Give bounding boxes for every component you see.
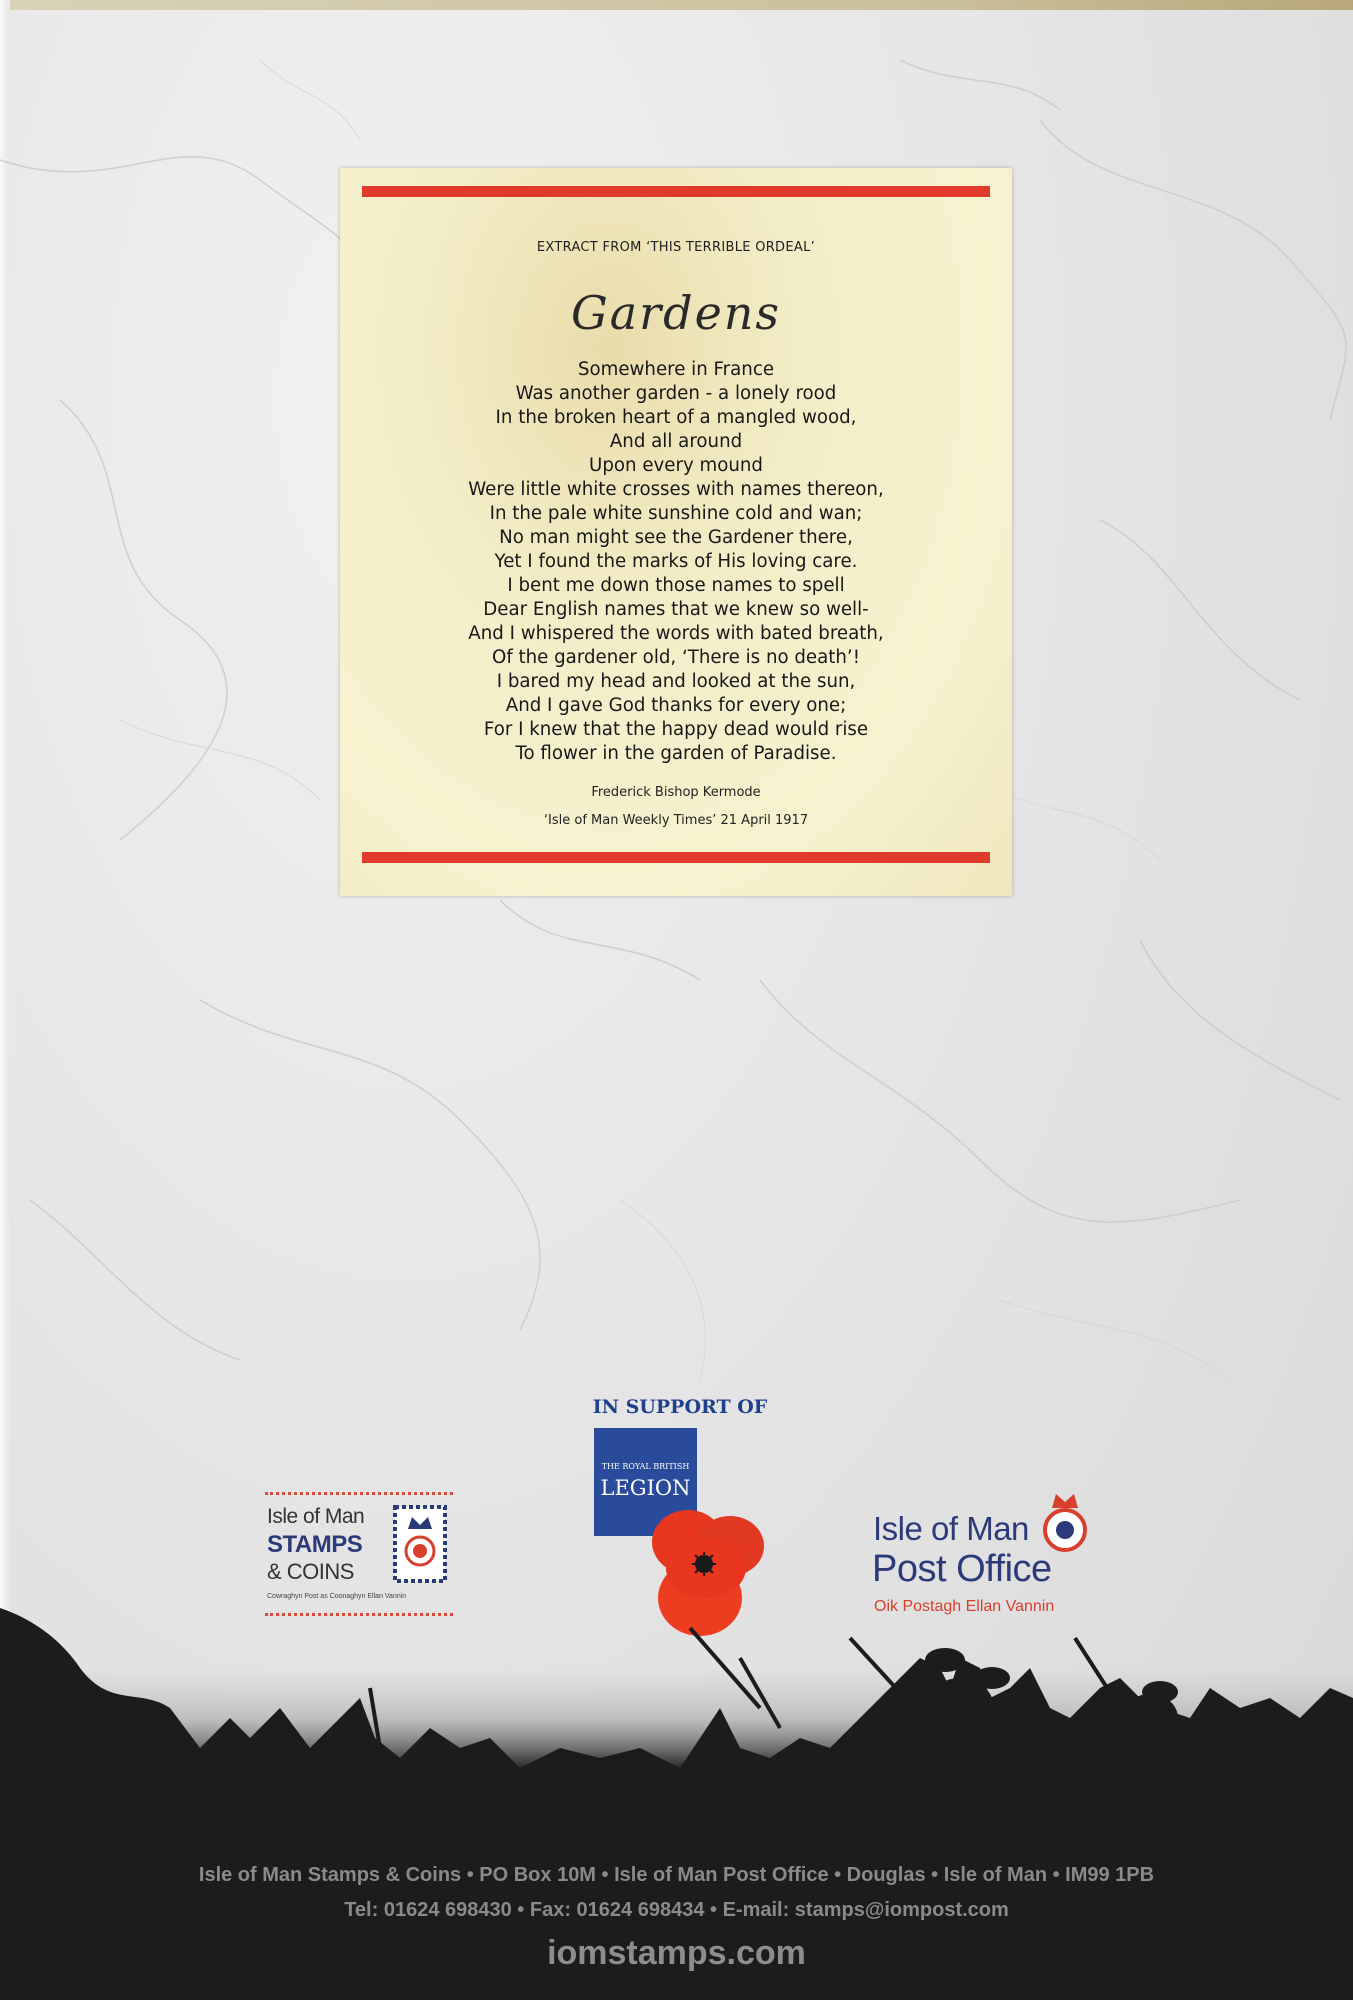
verse-line: I bared my head and looked at the sun, — [496, 671, 856, 692]
verse-line: I bent me down those names to spell — [507, 575, 845, 596]
poem-title: Gardens — [570, 286, 782, 340]
verse-line: No man might see the Gardener there, — [499, 527, 853, 548]
verse-line: To flower in the garden of Paradise. — [515, 743, 837, 764]
card-bottom-red-bar — [362, 852, 990, 863]
stamps-logo-tagline: Cowraghyn Post as Coonaghyn Ellan Vannin — [267, 1593, 407, 1600]
stamps-logo-line2: STAMPS — [267, 1531, 363, 1558]
footer-address: Isle of Man Stamps & Coins • PO Box 10M • Isle of Man Post Office • Douglas • Isle of Man • IM99 1PB — [198, 1864, 1155, 1886]
stamp-crown-emblem-icon — [393, 1505, 447, 1585]
footer-contact: Tel: 01624 698430 • Fax: 01624 698434 • E-mail: stamps@iompost.com — [344, 1899, 1009, 1921]
extract-label: EXTRACT FROM ‘THIS TERRIBLE ORDEAL’ — [536, 240, 816, 255]
verse-line: Was another garden - a lonely rood — [515, 383, 837, 404]
verse-line: Were little white crosses with names thereon, — [468, 479, 884, 500]
verse-line: In the broken heart of a mangled wood, — [495, 407, 857, 428]
verse-line: Somewhere in France — [577, 359, 775, 380]
legion-logo-small-text: THE ROYAL BRITISH — [601, 1462, 690, 1471]
verse-line: Of the gardener old, ‘There is no death’! — [492, 647, 860, 668]
verse-line: And I gave God thanks for every one; — [505, 695, 847, 716]
card-top-red-bar — [362, 186, 990, 197]
verse-line: Yet I found the marks of His loving care. — [494, 551, 858, 572]
poem-verse — [340, 358, 1012, 766]
verse-line: In the pale white sunshine cold and wan; — [489, 503, 863, 524]
verse-line: And all around — [609, 431, 743, 452]
legion-logo-text: LEGION — [600, 1476, 691, 1500]
stamps-logo-line1: Isle of Man — [267, 1505, 365, 1528]
verse-line: For I knew that the happy dead would rise — [483, 719, 869, 740]
in-support-of-label: IN SUPPORT OF — [592, 1396, 768, 1418]
poem-source: ‘Isle of Man Weekly Times’ 21 April 1917 — [543, 813, 809, 828]
poem-author: Frederick Bishop Kermode — [591, 785, 761, 800]
post-office-logo-line2: Post Office — [872, 1548, 1052, 1590]
poem-card — [340, 168, 1012, 896]
verse-line: And I whispered the words with bated breath, — [468, 623, 884, 644]
post-office-logo-tagline: Oik Postagh Ellan Vannin — [874, 1598, 1055, 1615]
post-office-logo-line1: Isle of Man — [873, 1510, 1029, 1547]
stamps-logo-line3: & COINS — [267, 1559, 354, 1584]
footer-website-link[interactable]: iomstamps.com — [547, 1934, 806, 1972]
verse-line: Dear English names that we knew so well- — [483, 599, 869, 620]
verse-line: Upon every mound — [589, 455, 763, 476]
post-office-crown-emblem-icon — [1040, 1490, 1090, 1554]
